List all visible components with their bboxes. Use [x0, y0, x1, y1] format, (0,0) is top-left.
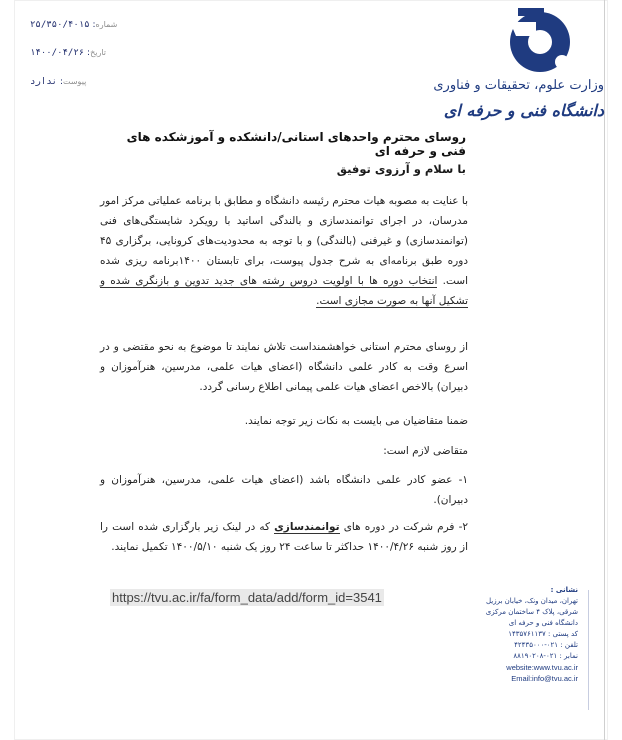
page-edge [604, 0, 605, 740]
paragraph-1-underlined: انتخاب دوره ها با اولویت دروس رشته های جدید تدوین و بازنگری شده و تشکیل آنها به صورت مجازی است. [100, 275, 468, 307]
fax-number: ۰۲۱-۸۸۱۹۰۲۰۸ [513, 652, 558, 660]
letter-number: شماره: ۲۵/۳۵۰/۴۰۱۵ [30, 20, 118, 30]
paragraph-4: متقاضی لازم است: [383, 445, 468, 457]
form-link[interactable]: https://tvu.ac.ir/fa/form_data/add/form_id=3541 [112, 590, 382, 605]
paragraph-3: ضمنا متقاضیان می بایست به نکات زیر توجه نمایند. [244, 415, 468, 427]
fax-label: نمابر : [559, 652, 578, 660]
address: تهران، میدان ونک، خیابان برزیل شرقی، پلاک ۴ ساختمان مرکزی دانشگاه فنی و حرفه ای [485, 597, 578, 627]
postal-label: کد پستی : [548, 630, 578, 638]
website-link[interactable]: website:www.tvu.ac.ir [506, 663, 578, 672]
requirement-2-end: که در لینک زیر بارگزاری شده است را از روز شنبه ۱۴۰۰/۴/۲۶ حداکثر تا ساعت ۲۴ روز یک شنبه ۱۴۰۰/۵/۱۰ تکمیل نمایند. [100, 521, 468, 553]
ministry-name: وزارت علوم، تحقیقات و فناوری [433, 78, 604, 93]
letter-attachment: پیوست: ندارد [30, 77, 87, 87]
university-logo [496, 2, 574, 76]
contact-info [474, 585, 578, 684]
address-label: نشانی : [550, 586, 578, 594]
greeting: با سلام و آرزوی توفیق [336, 162, 466, 176]
addressee: روسای محترم واحدهای استانی/دانشکده و آموزشکده های فنی و حرفه ای [126, 130, 466, 158]
phone-number: ۰۲۱-۴۲۴۳۵۰۰۰ [514, 641, 559, 649]
contact-divider [588, 590, 589, 710]
phone-label: تلفن : [560, 641, 578, 649]
email-link[interactable]: Email:info@tvu.ac.ir [511, 674, 578, 683]
university-name: دانشگاه فنی و حرفه ای [443, 101, 604, 120]
paragraph-2: از روسای محترم استانی خواهشمنداست تلاش نمایند تا موضوع به نحو مقتضی و در اسرع وقت به کادر علمی دانشگاه (اعضای هیات علمی، مدرسین، هنرآموزان و دبیران) بالاخص اعضای هیات علمی پیمانی اطلاع رسانی گردد. [100, 341, 468, 393]
requirement-1: ۱- عضو کادر علمی دانشگاه باشد (اعضای هیات علمی، مدرسین، هنرآموزان و دبیران). [100, 474, 468, 506]
letter-date: تاریخ: ۱۴۰۰/۰۴/۲۶ [30, 48, 107, 58]
requirement-2-emphasis: توانمندسازی [274, 521, 340, 533]
requirement-2-start: ۲- فرم شرکت در دوره های [343, 521, 469, 533]
paragraph-1-text: با عنایت به مصوبه هیات محترم رئیسه دانشگاه و مطابق با برنامه عملیاتی مرکز امور مدرسان، در اجرای توانمندسازی و بالندگی اساتید با رویکرد شایستگی‌های فنی (توانمندسازی) و غیرفنی (بالندگی) و با توجه به محدودیت‌های کرونایی، برگزاری ۴۵ دوره طبق برنامه‌ای به شرح جدول پیوست، برای تابستان ۱۴۰۰برنامه ریزی شده است. [100, 195, 468, 287]
postal-code: ۱۴۳۵۷۶۱۱۳۷ [508, 630, 546, 638]
requirement-2 [100, 517, 468, 557]
paragraph-1 [100, 191, 468, 311]
